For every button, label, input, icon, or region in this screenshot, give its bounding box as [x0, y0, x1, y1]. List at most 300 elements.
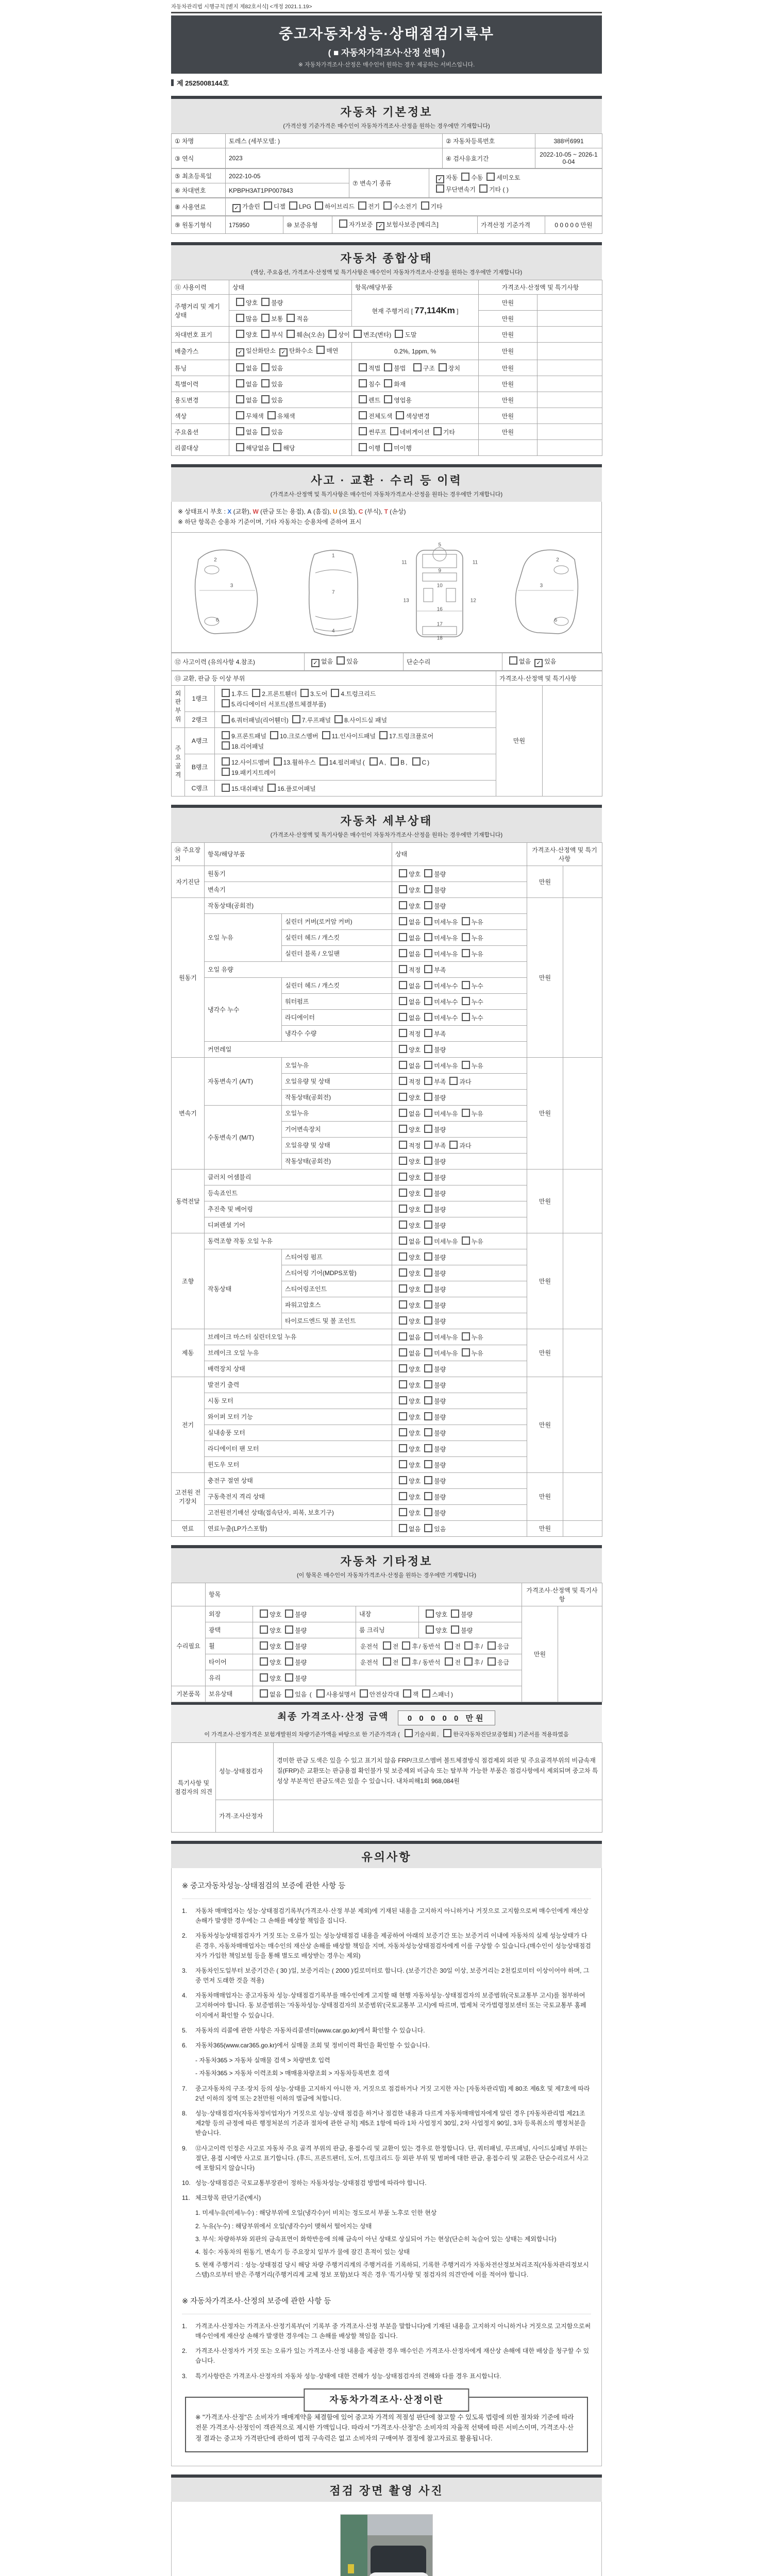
status-cell	[392, 1041, 527, 1057]
checkbox-label: 적정	[409, 1030, 421, 1038]
checkbox[interactable]	[289, 201, 297, 210]
checkbox[interactable]	[509, 656, 517, 665]
checkbox-option	[461, 1641, 480, 1651]
checkbox[interactable]	[390, 427, 398, 435]
checkbox[interactable]	[445, 1657, 453, 1666]
checkbox[interactable]	[424, 1045, 432, 1053]
checkbox[interactable]	[316, 346, 325, 354]
status-cell	[392, 961, 527, 977]
checkbox[interactable]	[261, 395, 270, 403]
checkbox[interactable]	[399, 1396, 407, 1404]
checkbox[interactable]	[261, 330, 270, 338]
panel-history-table-wrap	[171, 671, 602, 796]
checkbox-label: 양호	[409, 1397, 421, 1405]
checkbox[interactable]	[405, 1729, 413, 1737]
basic-info-title: 자동차 기본정보	[340, 106, 433, 118]
outer-panel-group-label: 외판부위	[172, 685, 185, 727]
checkbox[interactable]	[274, 757, 282, 766]
checkbox[interactable]	[424, 901, 432, 909]
checkbox[interactable]	[236, 314, 244, 322]
inline-text: / 동반석	[418, 1642, 441, 1650]
checkbox-label: 디젤	[273, 203, 285, 210]
checkbox-label: 누수	[471, 1014, 483, 1022]
checkbox[interactable]	[462, 917, 470, 925]
checkbox[interactable]	[399, 1109, 407, 1117]
checkbox[interactable]	[399, 1444, 407, 1452]
checkbox[interactable]	[424, 1460, 432, 1468]
checkbox[interactable]	[421, 201, 429, 210]
checkbox[interactable]	[424, 1125, 432, 1133]
checkbox-option	[256, 1673, 281, 1683]
checkbox[interactable]	[399, 1364, 407, 1372]
checkbox-option	[421, 949, 458, 958]
checkbox-option	[484, 1641, 509, 1651]
checkbox-option	[409, 757, 430, 766]
notice-items	[182, 1906, 591, 2280]
checkbox[interactable]	[443, 1729, 451, 1737]
checkbox[interactable]	[311, 659, 320, 667]
checkbox[interactable]	[424, 1524, 432, 1532]
checkbox[interactable]	[261, 298, 270, 306]
checkbox[interactable]	[399, 1173, 407, 1181]
checkbox[interactable]	[359, 411, 367, 419]
checkbox[interactable]	[426, 1609, 434, 1618]
checkbox[interactable]	[462, 981, 470, 989]
checkbox-option	[410, 363, 435, 372]
status-cell	[392, 1297, 527, 1313]
checkbox[interactable]	[399, 933, 407, 941]
checkbox-option	[297, 689, 327, 698]
checkbox[interactable]	[462, 933, 470, 941]
checkbox[interactable]	[399, 1332, 407, 1341]
checkbox[interactable]	[331, 689, 339, 697]
checkbox-option	[395, 1236, 421, 1246]
checkbox-label: 양호	[409, 1429, 421, 1437]
checkbox[interactable]	[261, 427, 270, 435]
checkbox[interactable]	[236, 348, 244, 357]
checkbox[interactable]	[426, 1625, 434, 1634]
checkbox-label: 불량	[434, 870, 446, 878]
checkbox[interactable]	[328, 330, 337, 338]
checkbox-option	[313, 346, 338, 355]
checkbox[interactable]	[320, 757, 328, 766]
checkbox[interactable]	[424, 1077, 432, 1085]
checkbox[interactable]	[285, 1625, 293, 1634]
checkbox[interactable]	[486, 173, 495, 181]
checkbox[interactable]	[399, 1508, 407, 1516]
checkbox[interactable]	[359, 427, 367, 435]
note-cell	[537, 295, 602, 311]
checkbox[interactable]	[449, 1141, 458, 1149]
checkbox[interactable]	[451, 1625, 459, 1634]
status-cell	[392, 1105, 527, 1121]
checkbox[interactable]	[402, 1641, 410, 1650]
checkbox[interactable]	[436, 184, 444, 193]
checkbox-label: 훼손(오손)	[296, 331, 325, 338]
checkbox-label: 기타	[443, 429, 455, 436]
checkbox[interactable]	[399, 917, 407, 925]
checkbox-label: 18.리어패널	[231, 742, 264, 750]
checkbox[interactable]	[399, 1141, 407, 1149]
checkbox-label: 있음	[295, 1690, 307, 1698]
checkbox[interactable]	[399, 1093, 407, 1101]
checkbox[interactable]	[399, 1300, 407, 1309]
checkbox[interactable]	[403, 1689, 411, 1698]
checkbox[interactable]	[222, 731, 230, 739]
checkbox[interactable]	[399, 1348, 407, 1357]
checkbox-label: 있음	[434, 1525, 446, 1533]
checkbox[interactable]	[232, 204, 241, 212]
checkbox[interactable]	[399, 1236, 407, 1245]
checkbox[interactable]	[424, 1221, 432, 1229]
checkbox[interactable]	[424, 1316, 432, 1325]
checkbox[interactable]	[359, 443, 367, 451]
overall-status-table	[171, 280, 602, 456]
checkbox[interactable]	[462, 1061, 470, 1069]
checkbox[interactable]	[399, 869, 407, 877]
checkbox[interactable]	[399, 1061, 407, 1069]
checkbox-label: 양호	[409, 1190, 421, 1197]
checkbox[interactable]	[260, 1673, 268, 1682]
checkbox[interactable]	[222, 784, 230, 792]
checkbox[interactable]	[461, 173, 469, 181]
basic-info-table-row3	[171, 198, 602, 216]
checkbox[interactable]	[464, 1641, 473, 1650]
checkbox-option	[366, 757, 383, 766]
checkbox[interactable]	[399, 1077, 407, 1085]
checkbox-label: 미세누유	[434, 1062, 458, 1070]
history-title: 사고 · 교환 · 수리 등 이력	[311, 474, 462, 487]
checkbox[interactable]	[412, 757, 421, 766]
checkbox-label: 없음	[409, 1238, 421, 1245]
checkbox[interactable]	[399, 1524, 407, 1532]
checkbox[interactable]	[449, 1077, 458, 1085]
checkbox[interactable]	[315, 201, 323, 210]
checkbox[interactable]	[264, 201, 272, 210]
checkbox[interactable]	[424, 1476, 432, 1484]
legend-code-text: T	[384, 508, 388, 515]
checkbox[interactable]	[222, 741, 230, 750]
checkbox[interactable]	[436, 175, 444, 183]
checkbox[interactable]	[337, 656, 345, 665]
checkbox[interactable]	[422, 1689, 430, 1698]
checkbox[interactable]	[399, 1476, 407, 1484]
checkbox-label: 8.사이드실 패널	[344, 716, 388, 724]
checkbox[interactable]	[383, 1641, 391, 1650]
device-label: 전기	[172, 1377, 205, 1472]
notice-body	[171, 1868, 602, 2466]
checkbox[interactable]	[285, 1657, 293, 1666]
checkbox[interactable]	[222, 699, 230, 707]
appraiser-label: 가격·조사산정자	[216, 1800, 274, 1832]
checkbox[interactable]	[292, 715, 300, 723]
inline-text: [메리츠]	[417, 221, 439, 228]
checkbox[interactable]	[534, 659, 543, 667]
checkbox[interactable]	[354, 330, 362, 338]
checkbox[interactable]	[399, 885, 407, 893]
checkbox[interactable]	[399, 1412, 407, 1420]
history-note: (가격조사·산정액 및 특기사항은 매수인이 자동차가격조사·산정을 원하는 경우에만 기재합니다)	[270, 492, 503, 498]
checkbox[interactable]	[399, 1284, 407, 1293]
checkbox[interactable]	[396, 411, 404, 419]
checkbox[interactable]	[384, 379, 392, 387]
checkbox[interactable]	[260, 1689, 268, 1698]
checkbox[interactable]	[285, 1673, 293, 1682]
checkbox[interactable]	[236, 298, 244, 306]
checkbox[interactable]	[267, 784, 276, 792]
checkbox[interactable]	[424, 1444, 432, 1452]
checkbox[interactable]	[285, 1689, 293, 1698]
checkbox[interactable]	[439, 363, 447, 371]
checkbox[interactable]	[383, 1657, 391, 1666]
checkbox[interactable]	[399, 1045, 407, 1053]
checkbox[interactable]	[424, 1284, 432, 1293]
status-cell	[392, 1329, 527, 1345]
item-label: 브레이크 마스터 실린더오일 누유	[205, 1329, 392, 1345]
checkbox[interactable]	[399, 965, 407, 973]
price-cell: 만원	[527, 1169, 563, 1233]
diagram-number-label: 16	[436, 606, 443, 613]
checkbox[interactable]	[462, 1236, 470, 1245]
checkbox[interactable]	[260, 1657, 268, 1666]
checkbox-label: 양호	[409, 1046, 421, 1054]
checkbox[interactable]	[384, 363, 392, 371]
checkbox[interactable]	[399, 1029, 407, 1037]
checkbox[interactable]	[236, 443, 244, 451]
checkbox-label: 없음	[321, 657, 333, 665]
basic-info-table-row4	[171, 216, 602, 234]
checkbox[interactable]	[488, 1641, 496, 1650]
checkbox[interactable]	[399, 1157, 407, 1165]
checkbox[interactable]	[300, 689, 309, 697]
checkbox[interactable]	[384, 443, 392, 451]
subitem-label: 작동상태(공회전)	[282, 1153, 392, 1169]
note-cell	[537, 327, 602, 343]
checkbox[interactable]	[424, 1300, 432, 1309]
accident-history-table	[171, 653, 602, 671]
checkbox[interactable]	[462, 1348, 470, 1357]
checkbox[interactable]	[236, 330, 244, 338]
checkbox[interactable]	[424, 1412, 432, 1420]
checkbox[interactable]	[399, 997, 407, 1005]
checkbox[interactable]	[462, 949, 470, 957]
checkbox[interactable]	[383, 201, 392, 210]
legend-code-text: X	[227, 508, 232, 515]
checkbox[interactable]	[399, 1380, 407, 1388]
checkbox[interactable]	[358, 201, 366, 210]
checkbox[interactable]	[424, 1205, 432, 1213]
checkbox[interactable]	[376, 222, 384, 230]
base-price-value: 0 0 0 0 0 만원	[545, 216, 602, 234]
checkbox[interactable]	[322, 731, 330, 739]
section-photos-banner	[171, 2475, 602, 2502]
checkbox-option	[395, 1157, 421, 1166]
checkbox[interactable]	[424, 1508, 432, 1516]
notice-sec1-title: ※ 중고자동차성능·상태점검의 보증에 관한 사항 등	[182, 1878, 591, 1899]
checkbox[interactable]	[260, 1641, 268, 1650]
checkbox[interactable]	[424, 1364, 432, 1372]
checkbox[interactable]	[279, 348, 288, 357]
notice-sub-item: 1. 미세누유(미세누수) : 해당부위에 오일(냉각수)이 비치는 정도로서 부품 노후로 인한 현상	[195, 2209, 437, 2217]
device-label: 고전원 전기장치	[172, 1472, 205, 1520]
checkbox[interactable]	[399, 1428, 407, 1436]
status-cell	[392, 1025, 527, 1041]
checkbox[interactable]	[424, 1332, 432, 1341]
checkbox[interactable]	[316, 1689, 325, 1698]
checkbox[interactable]	[360, 1689, 368, 1698]
checkbox-label: 있음	[346, 657, 359, 665]
diagram-number-label: 3	[540, 583, 543, 589]
checkbox[interactable]	[395, 330, 403, 338]
checkbox-label: 해당	[283, 445, 295, 452]
checkbox[interactable]	[399, 1252, 407, 1261]
checkbox[interactable]	[488, 1657, 496, 1666]
checkbox-label: 불량	[434, 1269, 446, 1277]
checkbox[interactable]	[424, 1061, 432, 1069]
checkbox[interactable]	[399, 949, 407, 957]
checkbox[interactable]	[252, 689, 260, 697]
checkbox[interactable]	[236, 411, 244, 419]
checkbox[interactable]	[424, 869, 432, 877]
checkbox[interactable]	[424, 1268, 432, 1277]
checkbox[interactable]	[359, 379, 367, 387]
checkbox[interactable]	[399, 981, 407, 989]
checkbox[interactable]	[424, 1013, 432, 1021]
checkbox[interactable]	[424, 933, 432, 941]
checkbox[interactable]	[334, 715, 343, 723]
checkbox[interactable]	[399, 1492, 407, 1500]
checkbox-option	[266, 731, 318, 740]
checkbox[interactable]	[424, 885, 432, 893]
checkbox[interactable]	[462, 1013, 470, 1021]
checkbox[interactable]	[399, 1460, 407, 1468]
checkbox-label: 누수	[471, 998, 483, 1006]
checkbox-option	[395, 1428, 421, 1437]
checkbox[interactable]	[479, 184, 488, 193]
checkbox[interactable]	[285, 1609, 293, 1618]
notice-item	[182, 1991, 591, 2021]
checkbox-option	[256, 1689, 281, 1699]
checkbox-option	[380, 395, 412, 404]
col-usage-history: ⑪ 사용이력	[172, 280, 229, 295]
checkbox[interactable]	[379, 731, 388, 739]
checkbox[interactable]	[359, 363, 367, 371]
checkbox-option	[421, 1492, 446, 1501]
checkbox[interactable]	[424, 981, 432, 989]
checkbox[interactable]	[462, 1332, 470, 1341]
inline-text: 이 가격조사·산정가격은 보험개발원의 차량기준가액을 바탕으로 한 기준가격과 (	[204, 1731, 400, 1738]
notice-item-text: 자동차의 리콜에 관한 사항은 자동차리콜센터(www.car.go.kr)에서 확인할 수 있습니다.	[195, 2026, 425, 2034]
checkbox[interactable]	[424, 1428, 432, 1436]
checkbox-label: 누유	[471, 1349, 483, 1357]
checkbox[interactable]	[424, 965, 432, 973]
inspector-opinion-table	[171, 1742, 602, 1833]
checkbox[interactable]	[260, 1609, 268, 1618]
checkbox[interactable]	[424, 1109, 432, 1117]
notice-item-text: 가격조사·산정자는 가격조사·산정기록부(이 기록부 중 가격조사·산정 부분을 말합니다)에 기재된 내용을 고지하지 아니하거나 거짓으로 고지함으로써 매수인에게 재산상 손해가 발생한 경우에는 그 손해를 배상할 책임을 집니다.	[195, 2322, 591, 2340]
checkbox[interactable]	[424, 917, 432, 925]
checkbox[interactable]	[399, 901, 407, 909]
checkbox[interactable]	[285, 1641, 293, 1650]
checkbox[interactable]	[260, 1625, 268, 1634]
checkbox[interactable]	[287, 330, 295, 338]
checkbox[interactable]	[451, 1609, 459, 1618]
status-cell	[392, 993, 527, 1009]
checkbox[interactable]	[369, 757, 378, 766]
first-reg-date-value: 2022-10-05	[226, 169, 349, 183]
checkbox[interactable]	[222, 757, 230, 766]
checkbox[interactable]	[236, 427, 244, 435]
checkbox-option	[218, 715, 289, 724]
checkbox[interactable]	[424, 1189, 432, 1197]
item-options-2	[419, 1622, 522, 1638]
checkbox[interactable]	[359, 395, 367, 403]
checkbox[interactable]	[464, 1657, 473, 1666]
checkbox[interactable]	[433, 427, 442, 435]
checkbox[interactable]	[391, 757, 399, 766]
checkbox[interactable]	[261, 379, 270, 387]
checkbox[interactable]	[462, 997, 470, 1005]
checkbox[interactable]	[236, 379, 244, 387]
checkbox[interactable]	[424, 997, 432, 1005]
checkbox[interactable]	[445, 1641, 453, 1650]
checkbox[interactable]	[236, 363, 244, 371]
checkbox[interactable]	[424, 1173, 432, 1181]
final-price-amount: 0 0 0 0 0 만원	[398, 1710, 496, 1725]
checkbox-label: 장치	[448, 365, 461, 372]
checkbox[interactable]	[462, 1109, 470, 1117]
checkbox[interactable]	[222, 689, 230, 697]
checkbox-option	[421, 1205, 446, 1214]
checkbox-label: 없음	[246, 365, 258, 372]
checkbox[interactable]	[399, 1316, 407, 1325]
checkbox[interactable]	[424, 1093, 432, 1101]
possession-label: 보유상태	[206, 1686, 253, 1702]
checkbox[interactable]	[424, 1157, 432, 1165]
checkbox[interactable]	[287, 314, 295, 322]
checkbox[interactable]	[399, 1125, 407, 1133]
checkbox[interactable]	[270, 731, 278, 739]
checkbox[interactable]	[399, 1205, 407, 1213]
checkbox[interactable]	[424, 1252, 432, 1261]
checkbox[interactable]	[222, 768, 230, 776]
checkbox[interactable]	[339, 219, 347, 228]
checkbox[interactable]	[424, 1236, 432, 1245]
checkbox[interactable]	[261, 363, 270, 371]
checkbox[interactable]	[424, 1396, 432, 1404]
checkbox[interactable]	[261, 314, 270, 322]
checkbox[interactable]	[267, 411, 276, 419]
checkbox[interactable]	[236, 395, 244, 403]
checkbox[interactable]	[402, 1657, 410, 1666]
item-name-2: 룸 크리닝	[356, 1622, 419, 1638]
checkbox[interactable]	[424, 1141, 432, 1149]
checkbox[interactable]	[413, 363, 422, 371]
checkbox[interactable]	[384, 395, 392, 403]
checkbox[interactable]	[222, 715, 230, 723]
rank-items	[215, 780, 496, 796]
checkbox[interactable]	[424, 1492, 432, 1500]
checkbox[interactable]	[424, 1348, 432, 1357]
checkbox[interactable]	[399, 1189, 407, 1197]
checkbox[interactable]	[399, 1268, 407, 1277]
checkbox[interactable]	[399, 1013, 407, 1021]
checkbox[interactable]	[424, 1029, 432, 1037]
checkbox[interactable]	[273, 443, 281, 451]
checkbox[interactable]	[399, 1221, 407, 1229]
checkbox[interactable]	[424, 949, 432, 957]
checkbox[interactable]	[424, 1380, 432, 1388]
